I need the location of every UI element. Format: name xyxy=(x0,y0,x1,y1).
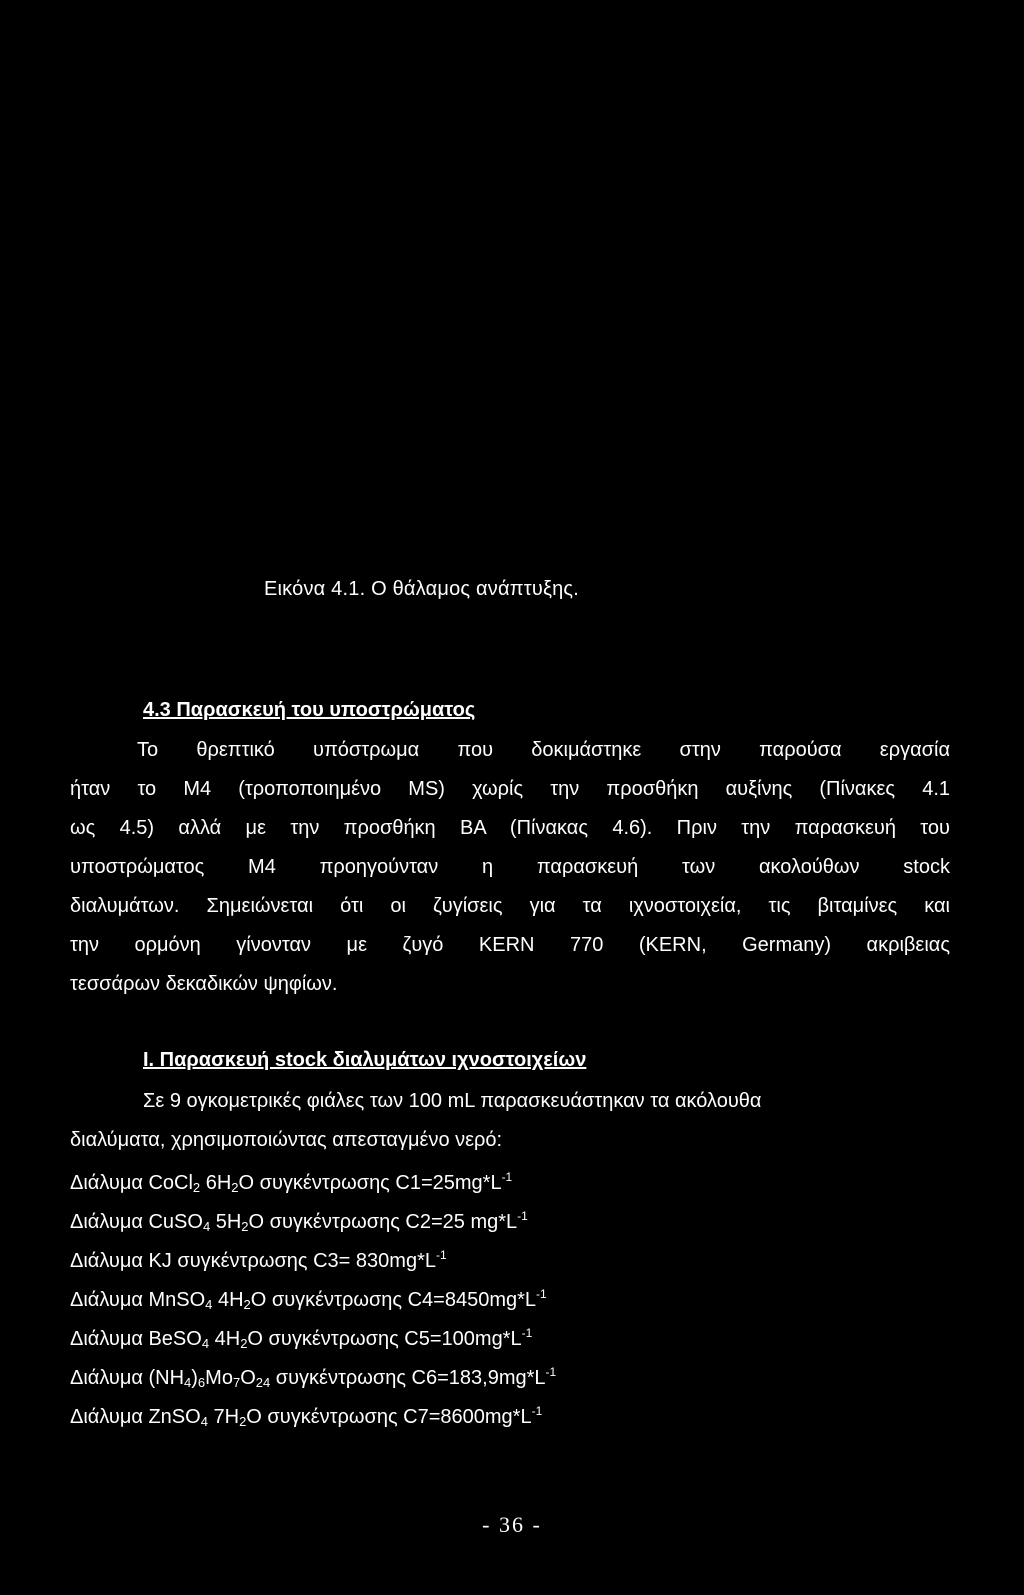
paragraph-line: υποστρώματος M4 προηγούνταν η παρασκευή των ακολούθων stock xyxy=(70,856,950,878)
solution-item: Διάλυμα $(NH_4)_6Mo_7O_{24}$ συγκέντρωσης $C6=183,9mg*L^{-1}$ xyxy=(70,1365,557,1390)
paragraph-line: διαλυμάτων. Σημειώνεται ότι οι ζυγίσεις για τα ιχνοστοιχεία, τις βιταμίνες και xyxy=(70,895,950,917)
solution-item: Διάλυμα CoCl$_2$ $6H_2O$ συγκέντρωσης $C1=25mg*L^{-1}$ xyxy=(70,1170,513,1195)
figure-caption: Εικόνα 4.1. Ο θάλαμος ανάπτυξης. xyxy=(264,578,580,600)
page-number: - 36 - xyxy=(482,1512,542,1537)
intro-line: Σε 9 ογκομετρικές φιάλες των 100 mL παρασκευάστηκαν τα ακόλουθα xyxy=(143,1090,762,1112)
paragraph-line: τεσσάρων δεκαδικών ψηφίων. xyxy=(70,973,338,995)
paragraph-line: Το θρεπτικό υπόστρωμα που δοκιμάστηκε στην παρούσα εργασία xyxy=(137,739,950,761)
paragraph-line: την ορμόνη γίνονταν με ζυγό KERN 770 (KERN, Germany) ακριβειας xyxy=(70,934,950,956)
intro-line: διαλύματα, χρησιμοποιώντας απεσταγμένο νερό: xyxy=(70,1129,503,1151)
solution-item: Διάλυμα MnSO$_4$ $4H_2O$ συγκέντρωσης $C4=8450mg*L^{-1}$ xyxy=(70,1287,547,1312)
section-heading: 4.3 Παρασκευή του υποστρώματος xyxy=(143,699,476,721)
paragraph-line: ήταν το M4 (τροποποιημένο MS) χωρίς την προσθήκη αυξίνης (Πίνακες 4.1 xyxy=(70,778,950,800)
subsection-heading: I. Παρασκευή stock διαλυμάτων ιχνοστοιχείων xyxy=(143,1049,587,1071)
solution-item: Διάλυμα ZnSO$_4$ $7H_2O$ συγκέντρωσης $C7=8600mg*L^{-1}$ xyxy=(70,1404,543,1429)
paragraph-line: ως 4.5) αλλά με την προσθήκη BA (Πίνακας 4.6). Πριν την παρασκευή του xyxy=(70,817,950,839)
solution-item: Διάλυμα KJ συγκέντρωσης $C3= 830mg*L^{-1}$ xyxy=(70,1248,447,1272)
solution-item: Διάλυμα CuSO$_4$ $5H_2O$ συγκέντρωσης C2=25 $mg*L^{-1}$ xyxy=(70,1209,528,1234)
figure-image xyxy=(0,0,1024,560)
solution-item: Διάλυμα BeSO$_4$ $4H_2O$ συγκέντρωσης $C5=100mg*L^{-1}$ xyxy=(70,1326,533,1351)
